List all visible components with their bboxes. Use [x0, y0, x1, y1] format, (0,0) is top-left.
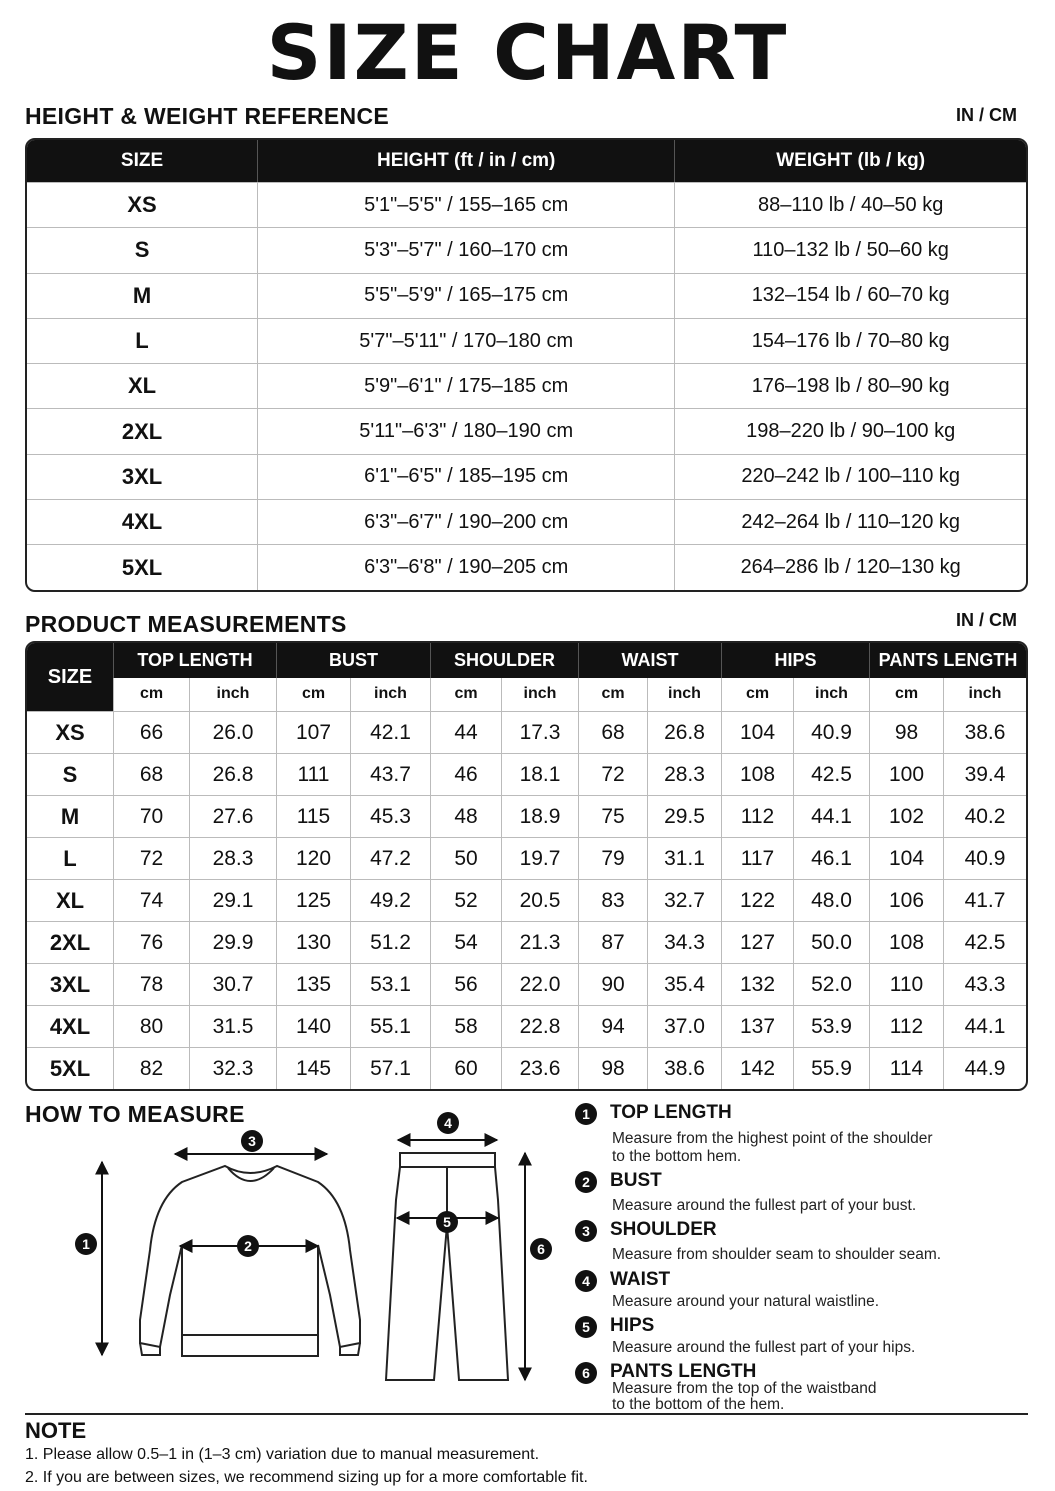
measurement-cell: 102 [869, 795, 943, 837]
measurement-cell: 104 [869, 837, 943, 879]
step-description: Measure around the fullest part of your bust. [612, 1197, 917, 1214]
measurement-cell: 42.5 [943, 921, 1026, 963]
step-title: WAIST [610, 1269, 671, 1290]
measurement-cell: 52.0 [793, 963, 869, 1005]
measurement-cell: 104 [721, 711, 793, 753]
column-header-waist: WAIST [578, 643, 721, 678]
measurement-cell: 106 [869, 879, 943, 921]
sweatshirt-illustration [140, 1166, 360, 1356]
measurement-cell: 68 [578, 711, 647, 753]
height-cell: 5'1"–5'5" / 155–165 cm [257, 182, 674, 227]
measurement-cell: 27.6 [189, 795, 276, 837]
height-weight-unit: IN / CM [956, 105, 1017, 125]
note-line-2: 2. If you are between sizes, we recommend sizing up for a more comfortable fit. [25, 1469, 588, 1486]
measurement-cell: 57.1 [350, 1047, 430, 1089]
table-row [27, 795, 1026, 837]
height-cell: 6'3"–6'7" / 190–200 cm [257, 499, 674, 544]
measurement-cell: 135 [276, 963, 350, 1005]
height-cell: 6'1"–6'5" / 185–195 cm [257, 454, 674, 499]
product-measurements-unit: IN / CM [956, 610, 1017, 630]
measurement-cell: 29.9 [189, 921, 276, 963]
size-cell: S [27, 753, 113, 795]
size-cell: M [27, 273, 257, 318]
measurement-cell: 44.1 [943, 1005, 1026, 1047]
table-row [27, 963, 1026, 1005]
measurement-cell: 142 [721, 1047, 793, 1089]
size-cell: 2XL [27, 921, 113, 963]
measurement-cell: 40.9 [943, 837, 1026, 879]
measurement-cell: 111 [276, 753, 350, 795]
step-number: 5 [575, 1316, 597, 1338]
size-cell: 5XL [27, 544, 257, 589]
note-line-1: 1. Please allow 0.5–1 in (1–3 cm) variation due to manual measurement. [25, 1446, 540, 1463]
table-row [27, 318, 1026, 363]
measurement-cell: 115 [276, 795, 350, 837]
weight-cell: 132–154 lb / 60–70 kg [674, 273, 1026, 318]
weight-cell: 110–132 lb / 50–60 kg [674, 227, 1026, 272]
table-row [27, 544, 1026, 589]
measurement-cell: 140 [276, 1005, 350, 1047]
table-row [27, 408, 1026, 453]
measurement-cell: 37.0 [647, 1005, 721, 1047]
measurement-cell: 76 [113, 921, 189, 963]
step-description: to the bottom of the hem. [612, 1396, 785, 1413]
subheader-cm: cm [721, 678, 793, 712]
measurement-cell: 114 [869, 1047, 943, 1089]
step-number: 2 [575, 1171, 597, 1193]
measurement-cell: 23.6 [501, 1047, 578, 1089]
step-description: Measure from the highest point of the shoulder [612, 1130, 933, 1147]
measurement-cell: 87 [578, 921, 647, 963]
height-cell: 5'9"–6'1" / 175–185 cm [257, 363, 674, 408]
measurement-cell: 117 [721, 837, 793, 879]
subheader-inch: inch [943, 678, 1026, 712]
weight-cell: 264–286 lb / 120–130 kg [674, 544, 1026, 589]
subheader-cm: cm [113, 678, 189, 712]
measurement-cell: 32.3 [189, 1047, 276, 1089]
measurement-cell: 55.9 [793, 1047, 869, 1089]
measurement-cell: 137 [721, 1005, 793, 1047]
column-header-top-length: TOP LENGTH [113, 643, 276, 678]
size-cell: L [27, 318, 257, 363]
measurement-cell: 32.7 [647, 879, 721, 921]
measurement-cell: 108 [721, 753, 793, 795]
weight-cell: 176–198 lb / 80–90 kg [674, 363, 1026, 408]
measurement-cell: 110 [869, 963, 943, 1005]
measurement-cell: 78 [113, 963, 189, 1005]
size-cell: L [27, 837, 113, 879]
measurement-cell: 53.1 [350, 963, 430, 1005]
measurement-cell: 19.7 [501, 837, 578, 879]
measurement-cell: 54 [430, 921, 501, 963]
measurement-cell: 72 [578, 753, 647, 795]
step-title: SHOULDER [610, 1219, 717, 1240]
step-number: 4 [575, 1270, 597, 1292]
size-cell: 2XL [27, 408, 257, 453]
table-row [27, 363, 1026, 408]
diagram-marker-2 [237, 1235, 259, 1257]
measurement-cell: 30.7 [189, 963, 276, 1005]
measurement-cell: 55.1 [350, 1005, 430, 1047]
svg-text:5: 5 [443, 1214, 451, 1230]
size-cell: 5XL [27, 1047, 113, 1089]
measurement-cell: 79 [578, 837, 647, 879]
subheader-cm: cm [430, 678, 501, 712]
column-header-pants-length: PANTS LENGTH [869, 643, 1026, 678]
table-row [27, 1005, 1026, 1047]
size-cell: S [27, 227, 257, 272]
height-cell: 5'7"–5'11" / 170–180 cm [257, 318, 674, 363]
measurement-cell: 122 [721, 879, 793, 921]
measurement-cell: 43.7 [350, 753, 430, 795]
measurement-cell: 112 [869, 1005, 943, 1047]
size-cell: XS [27, 182, 257, 227]
svg-text:6: 6 [537, 1241, 545, 1257]
measurement-cell: 26.8 [647, 711, 721, 753]
measurement-cell: 29.5 [647, 795, 721, 837]
subheader-inch: inch [350, 678, 430, 712]
measurement-cell: 31.5 [189, 1005, 276, 1047]
size-cell: 3XL [27, 454, 257, 499]
table-row [27, 711, 1026, 753]
weight-cell: 220–242 lb / 100–110 kg [674, 454, 1026, 499]
measurement-cell: 28.3 [189, 837, 276, 879]
step-title: PANTS LENGTH [610, 1361, 757, 1382]
measurement-cell: 90 [578, 963, 647, 1005]
table-row [27, 879, 1026, 921]
measurement-cell: 98 [578, 1047, 647, 1089]
measurement-cell: 39.4 [943, 753, 1026, 795]
measurement-cell: 31.1 [647, 837, 721, 879]
measurement-cell: 107 [276, 711, 350, 753]
table-row [27, 273, 1026, 318]
measurement-cell: 46 [430, 753, 501, 795]
measurement-cell: 42.5 [793, 753, 869, 795]
measurement-cell: 35.4 [647, 963, 721, 1005]
measurement-cell: 70 [113, 795, 189, 837]
height-weight-table [25, 138, 1028, 592]
diagram-marker-4 [437, 1112, 459, 1134]
diagram-marker-1 [75, 1233, 97, 1255]
svg-text:2: 2 [244, 1238, 252, 1254]
measurement-cell: 48.0 [793, 879, 869, 921]
step-title: TOP LENGTH [610, 1102, 732, 1123]
measurement-cell: 120 [276, 837, 350, 879]
measurement-cell: 17.3 [501, 711, 578, 753]
column-header-size: SIZE [27, 140, 257, 182]
measurement-cell: 44 [430, 711, 501, 753]
measurement-cell: 45.3 [350, 795, 430, 837]
product-measurements-heading: PRODUCT MEASUREMENTS [25, 611, 347, 637]
height-cell: 5'5"–5'9" / 165–175 cm [257, 273, 674, 318]
column-header-bust: BUST [276, 643, 430, 678]
step-title: BUST [610, 1170, 662, 1191]
measurement-cell: 82 [113, 1047, 189, 1089]
subheader-cm: cm [578, 678, 647, 712]
measurement-cell: 34.3 [647, 921, 721, 963]
diagram-marker-5 [436, 1211, 458, 1233]
measurement-cell: 94 [578, 1005, 647, 1047]
measurement-cell: 22.0 [501, 963, 578, 1005]
size-cell: 3XL [27, 963, 113, 1005]
measurement-cell: 18.1 [501, 753, 578, 795]
weight-cell: 198–220 lb / 90–100 kg [674, 408, 1026, 453]
step-description: to the bottom hem. [612, 1148, 742, 1165]
measurement-cell: 60 [430, 1047, 501, 1089]
measurement-cell: 40.2 [943, 795, 1026, 837]
measurement-cell: 58 [430, 1005, 501, 1047]
measurement-cell: 68 [113, 753, 189, 795]
measurement-cell: 26.8 [189, 753, 276, 795]
step-number: 3 [575, 1220, 597, 1242]
product-measurements-table [25, 641, 1028, 1091]
table-row [27, 837, 1026, 879]
measurement-cell: 41.7 [943, 879, 1026, 921]
pants-illustration [386, 1153, 508, 1380]
measurement-cell: 125 [276, 879, 350, 921]
step-number: 1 [575, 1103, 597, 1125]
measurement-cell: 44.9 [943, 1047, 1026, 1089]
column-header-hips: HIPS [721, 643, 869, 678]
measurement-cell: 72 [113, 837, 189, 879]
measurement-cell: 46.1 [793, 837, 869, 879]
measurement-cell: 28.3 [647, 753, 721, 795]
measurement-cell: 56 [430, 963, 501, 1005]
diagram-marker-6 [530, 1238, 552, 1260]
step-description: Measure around the fullest part of your hips. [612, 1339, 916, 1356]
subheader-inch: inch [793, 678, 869, 712]
divider [25, 1413, 1028, 1415]
subheader-inch: inch [189, 678, 276, 712]
measurement-cell: 75 [578, 795, 647, 837]
measurement-cell: 50.0 [793, 921, 869, 963]
measurement-cell: 44.1 [793, 795, 869, 837]
measurement-cell: 74 [113, 879, 189, 921]
subheader-cm: cm [276, 678, 350, 712]
step-description: Measure from the top of the waistband [612, 1380, 877, 1397]
height-cell: 5'11"–6'3" / 180–190 cm [257, 408, 674, 453]
weight-cell: 242–264 lb / 110–120 kg [674, 499, 1026, 544]
subheader-inch: inch [647, 678, 721, 712]
measurement-cell: 50 [430, 837, 501, 879]
table-row [27, 227, 1026, 272]
measurement-cell: 51.2 [350, 921, 430, 963]
measurement-cell: 43.3 [943, 963, 1026, 1005]
measurement-cell: 29.1 [189, 879, 276, 921]
subheader-cm: cm [869, 678, 943, 712]
table-row [27, 182, 1026, 227]
svg-text:1: 1 [82, 1236, 90, 1252]
step-description: Measure from shoulder seam to shoulder seam. [612, 1246, 942, 1263]
measurement-cell: 130 [276, 921, 350, 963]
measurement-cell: 52 [430, 879, 501, 921]
size-cell: XL [27, 363, 257, 408]
measurement-cell: 26.0 [189, 711, 276, 753]
measurement-cell: 18.9 [501, 795, 578, 837]
subheader-inch: inch [501, 678, 578, 712]
measurement-cell: 66 [113, 711, 189, 753]
height-weight-heading: HEIGHT & WEIGHT REFERENCE [25, 103, 390, 129]
svg-text:4: 4 [444, 1115, 452, 1131]
measurement-cell: 38.6 [943, 711, 1026, 753]
measurement-cell: 53.9 [793, 1005, 869, 1047]
measurement-cell: 20.5 [501, 879, 578, 921]
measurement-cell: 108 [869, 921, 943, 963]
measurement-cell: 127 [721, 921, 793, 963]
measurement-cell: 47.2 [350, 837, 430, 879]
measurement-cell: 100 [869, 753, 943, 795]
size-cell: XL [27, 879, 113, 921]
measurement-cell: 40.9 [793, 711, 869, 753]
step-number: 6 [575, 1362, 597, 1384]
column-header-shoulder: SHOULDER [430, 643, 578, 678]
measurement-cell: 38.6 [647, 1047, 721, 1089]
measurement-cell: 145 [276, 1047, 350, 1089]
note-heading: NOTE [25, 1418, 87, 1443]
step-description: Measure around your natural waistline. [612, 1293, 880, 1310]
measurement-cell: 22.8 [501, 1005, 578, 1047]
page-title: SIZE CHART [266, 8, 789, 97]
measurement-cell: 80 [113, 1005, 189, 1047]
measurement-cell: 42.1 [350, 711, 430, 753]
table-row [27, 1047, 1026, 1089]
measurement-cell: 112 [721, 795, 793, 837]
size-cell: 4XL [27, 1005, 113, 1047]
table-row [27, 499, 1026, 544]
weight-cell: 154–176 lb / 70–80 kg [674, 318, 1026, 363]
column-header-size: SIZE [27, 643, 113, 711]
measurement-cell: 48 [430, 795, 501, 837]
how-to-measure-heading: HOW TO MEASURE [25, 1101, 245, 1127]
table-row [27, 454, 1026, 499]
size-cell: 4XL [27, 499, 257, 544]
table-row [27, 753, 1026, 795]
step-title: HIPS [610, 1315, 655, 1336]
height-cell: 5'3"–5'7" / 160–170 cm [257, 227, 674, 272]
column-header-height: HEIGHT (ft / in / cm) [257, 140, 674, 182]
diagram-marker-3 [241, 1130, 263, 1152]
measurement-cell: 132 [721, 963, 793, 1005]
measurement-cell: 98 [869, 711, 943, 753]
size-cell: XS [27, 711, 113, 753]
measurement-cell: 49.2 [350, 879, 430, 921]
measurement-cell: 21.3 [501, 921, 578, 963]
svg-text:3: 3 [248, 1133, 256, 1149]
height-cell: 6'3"–6'8" / 190–205 cm [257, 544, 674, 589]
measurement-cell: 83 [578, 879, 647, 921]
column-header-weight: WEIGHT (lb / kg) [674, 140, 1026, 182]
table-row [27, 921, 1026, 963]
weight-cell: 88–110 lb / 40–50 kg [674, 182, 1026, 227]
size-cell: M [27, 795, 113, 837]
